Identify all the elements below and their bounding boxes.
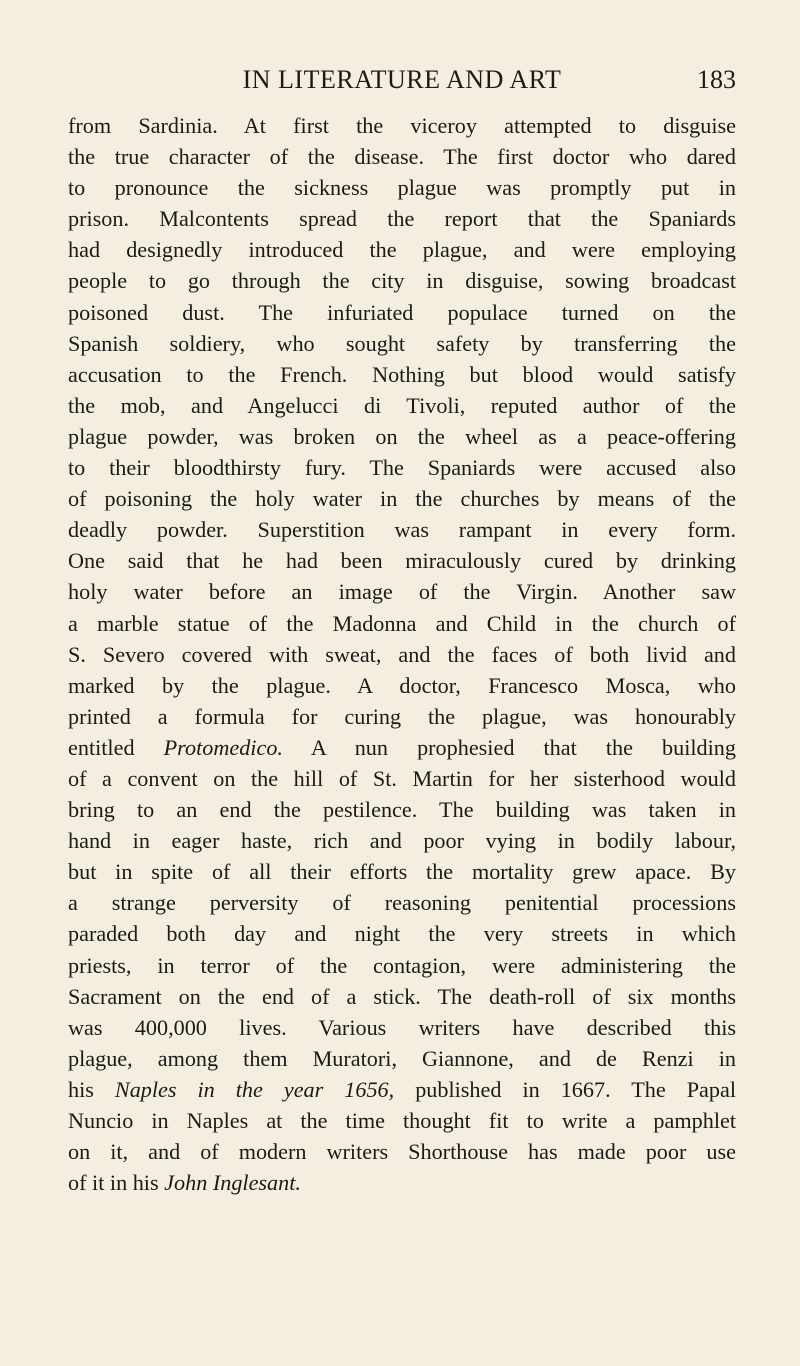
text-line: Sacrament on the end of a stick. The death-roll of six months [68, 983, 736, 1009]
italic-title: Protomedico. [163, 734, 283, 760]
text-line: but in spite of all their efforts the mortality grew apace. By [68, 859, 736, 885]
text-line: hand in eager haste, rich and poor vying in bodily labour, [68, 828, 736, 854]
text-line: from Sardinia. At first the viceroy attempted to disguise [68, 113, 736, 138]
text-line: of a convent on the hill of St. Martin for her sisterhood would [68, 765, 736, 791]
text-line: priests, in terror of the contagion, were administering the [68, 952, 736, 978]
text-line: a marble statue of the Madonna and Child in the church of [68, 610, 736, 636]
text-line: people to go through the city in disguise, sowing broadcast [68, 268, 736, 294]
text-segment: of it in his [68, 1170, 165, 1196]
text-line: prison. Malcontents spread the report that the Spaniards [68, 206, 736, 232]
text-segment: entitled [68, 734, 164, 760]
text-line: to their bloodthirsty fury. The Spaniards were accused also [68, 455, 736, 481]
text-line [68, 1167, 736, 1198]
text-line: was 400,000 lives. Various writers have described this [68, 1014, 736, 1040]
text-line: paraded both day and night the very streets in which [68, 921, 736, 947]
text-line: had designedly introduced the plague, and were employing [68, 237, 736, 263]
text-line: One said that he had been miraculously cured by drinking [68, 548, 736, 574]
running-head [68, 60, 736, 100]
text-line: the true character of the disease. The first doctor who dared [68, 144, 736, 170]
page-number: 183 [697, 65, 736, 94]
running-title: IN LITERATURE AND ART [242, 65, 562, 94]
body-text [68, 110, 736, 1198]
text-line: plague, among them Muratori, Giannone, and de Renzi in [68, 1045, 736, 1071]
text-line: a strange perversity of reasoning penitential processions [68, 890, 736, 916]
text-line: of poisoning the holy water in the churches by means of the [68, 486, 736, 512]
text-line: plague powder, was broken on the wheel as a peace-offering [68, 423, 736, 449]
text-line: accusation to the French. Nothing but blood would satisfy [68, 361, 736, 387]
text-line: bring to an end the pestilence. The building was taken in [68, 797, 736, 823]
text-line: Spanish soldiery, who sought safety by transferring the [68, 330, 736, 356]
text-line [68, 1074, 736, 1105]
text-line: Nuncio in Naples at the time thought fit to write a pamphlet [68, 1108, 736, 1133]
text-line: on it, and of modern writers Shorthouse has made poor use [68, 1139, 736, 1165]
text-line: deadly powder. Superstition was rampant in every form. [68, 517, 736, 543]
text-line: S. Severo covered with sweat, and the faces of both livid and [68, 641, 736, 667]
text-line: marked by the plague. A doctor, Francesco Mosca, who [68, 672, 736, 698]
text-segment: A nun prophesied that the building [282, 734, 736, 760]
text-line: printed a formula for curing the plague, was honourably [68, 703, 736, 729]
italic-title: Naples in the year 1656, [114, 1076, 395, 1102]
text-line [68, 732, 736, 763]
text-segment: his [68, 1076, 115, 1102]
text-line: to pronounce the sickness plague was promptly put in [68, 175, 736, 201]
text-line: poisoned dust. The infuriated populace turned on the [68, 299, 736, 325]
italic-title: John Inglesant. [164, 1170, 301, 1196]
text-line: holy water before an image of the Virgin. Another saw [68, 579, 736, 605]
text-line: the mob, and Angelucci di Tivoli, reputed author of the [68, 392, 736, 418]
text-segment: published in 1667. The Papal [394, 1076, 736, 1102]
